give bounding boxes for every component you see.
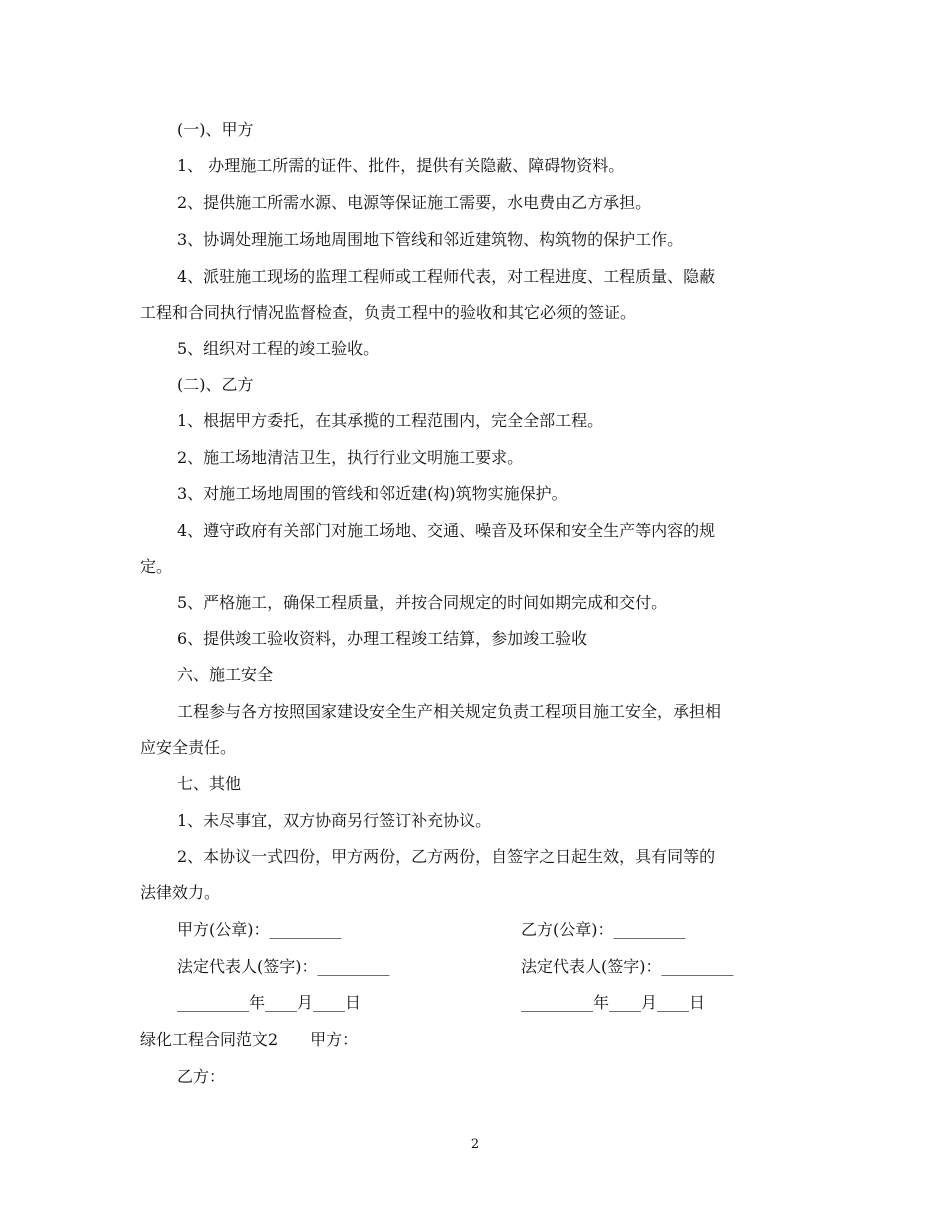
section-heading-party-a: (一)、甲方 <box>177 120 254 139</box>
paragraph: 5、严格施工，确保工程质量，并按合同规定的时间如期完成和交付。 <box>177 593 668 612</box>
paragraph: 2、施工场地清洁卫生，执行行业文明施工要求。 <box>177 448 524 467</box>
section-heading-safety: 六、施工安全 <box>177 665 274 684</box>
section-heading-other: 七、其他 <box>177 774 242 793</box>
paragraph: 2、提供施工所需水源、电源等保证施工需要，水电费由乙方承担。 <box>177 193 652 212</box>
paragraph: 6、提供竣工验收资料，办理工程竣工结算，参加竣工验收 <box>177 629 588 648</box>
paragraph: 1、未尽事宜，双方协商另行签订补充协议。 <box>177 811 492 830</box>
next-section-party-b: 乙方： <box>177 1067 226 1086</box>
paragraph: 5、组织对工程的竣工验收。 <box>177 339 380 358</box>
party-a-date-line: _________年____月____日 <box>177 993 362 1012</box>
paragraph-continuation: 定。 <box>140 557 173 576</box>
paragraph: 4、遵守政府有关部门对施工场地、交通、噪音及环保和安全生产等内容的规 <box>177 521 716 540</box>
paragraph: 2、本协议一式四份，甲方两份，乙方两份，自签字之日起生效，具有同等的 <box>177 847 716 866</box>
party-a-seal-line: 甲方(公章)：_________ <box>177 920 342 939</box>
next-section-title: 绿化工程合同范文2 甲方： <box>140 1030 359 1049</box>
paragraph: 4、派驻施工现场的监理工程师或工程师代表，对工程进度、工程质量、隐蔽 <box>177 267 716 286</box>
paragraph: 1、根据甲方委托，在其承揽的工程范围内，完全全部工程。 <box>177 411 604 430</box>
paragraph: 工程参与各方按照国家建设安全生产相关规定负责工程项目施工安全，承担相 <box>177 702 722 721</box>
section-heading-party-b: (二)、乙方 <box>177 375 254 394</box>
party-b-seal-line: 乙方(公章)：_________ <box>521 920 686 939</box>
paragraph-continuation: 应安全责任。 <box>140 738 237 757</box>
paragraph: 3、对施工场地周围的管线和邻近建(构)筑物实施保护。 <box>177 484 568 503</box>
party-b-representative-line: 法定代表人(签字)：_________ <box>521 957 734 976</box>
page-number: 2 <box>470 1137 480 1152</box>
party-b-date-line: _________年____月____日 <box>521 993 706 1012</box>
paragraph: 1、 办理施工所需的证件、批件，提供有关隐蔽、障碍物资料。 <box>177 156 625 175</box>
paragraph-continuation: 法律效力。 <box>140 883 221 902</box>
paragraph-continuation: 工程和合同执行情况监督检查，负责工程中的验收和其它必须的签证。 <box>140 303 637 322</box>
party-a-representative-line: 法定代表人(签字)：_________ <box>177 957 390 976</box>
paragraph: 3、协调处理施工场地周围地下管线和邻近建筑物、构筑物的保护工作。 <box>177 230 684 249</box>
